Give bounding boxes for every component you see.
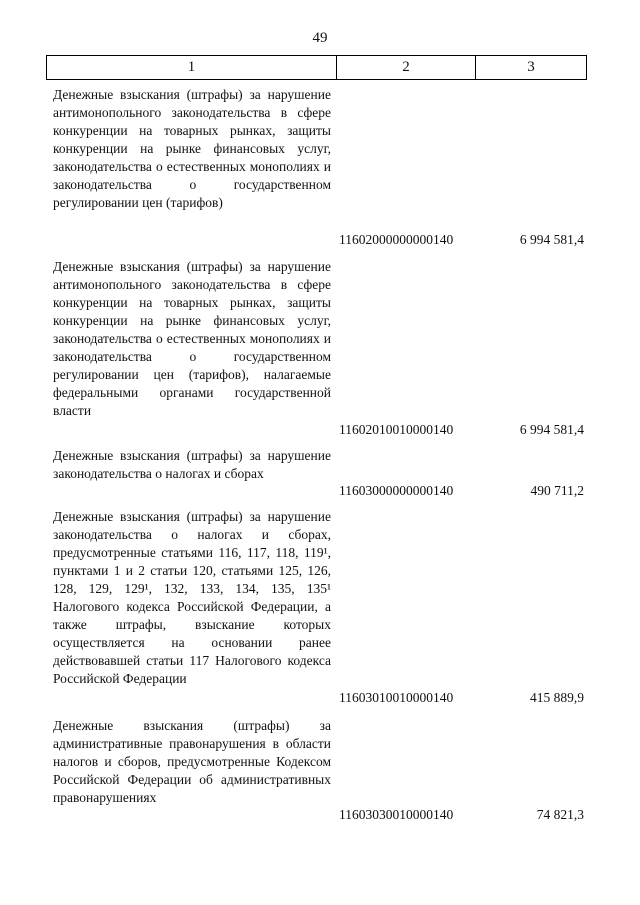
row-description: Денежные взыскания (штрафы) за административные правонарушения в области налогов и сборов, предусмотренные Кодексом Российской Федерации об административных правонарушениях [53,718,331,805]
row-code: 11602010010000140 [339,422,454,437]
row-amount: 490 711,2 [530,483,584,498]
page-number: 49 [312,30,328,46]
row-amount: 6 994 581,4 [519,422,584,437]
row-code: 11602000000000140 [339,232,454,247]
table-header [46,55,587,80]
row-amount: 6 994 581,4 [519,232,584,247]
column-header-2: 2 [337,56,476,79]
row-amount: 415 889,9 [530,690,584,705]
row-description: Денежные взыскания (штрафы) за нарушение антимонопольного законодательства в сфере конкуренции на товарных рынках, защиты конкуренции на рынке финансовых услуг, законодательства о естественных монополиях и законодательства о государственном регулировании цен (тарифов) [53,87,331,210]
row-code: 11603030010000140 [339,807,454,822]
row-code: 11603010010000140 [339,690,454,705]
column-header-1: 1 [47,56,337,79]
row-description: Денежные взыскания (штрафы) за нарушение антимонопольного законодательства в сфере конкуренции на товарных рынках, защиты конкуренции на рынке финансовых услуг, законодательства о естественных монополиях и законодательства о государственном регулировании цен (тарифов), налагаемые федеральными органами государственной власти [53,259,331,418]
column-header-3: 3 [527,59,535,75]
row-description: Денежные взыскания (штрафы) за нарушение законодательства о налогах и сборах [53,448,331,481]
row-code: 11603000000000140 [339,483,454,498]
row-description: Денежные взыскания (штрафы) за нарушение законодательства о налогах и сборах, предусмотренные статьями 116, 117, 118, 119¹, пунктами 1 и 2 статьи 120, статьями 125, 126, 128, 129, 129¹, 132, 133, 134, 135, 135¹ Налогового кодекса Российской Федерации, а также штрафы, взыскание которых осуществляется на основании ранее действовавшей статьи 117 Налогового кодекса Российской Федерации [53,509,331,686]
row-amount: 74 821,3 [536,807,584,822]
